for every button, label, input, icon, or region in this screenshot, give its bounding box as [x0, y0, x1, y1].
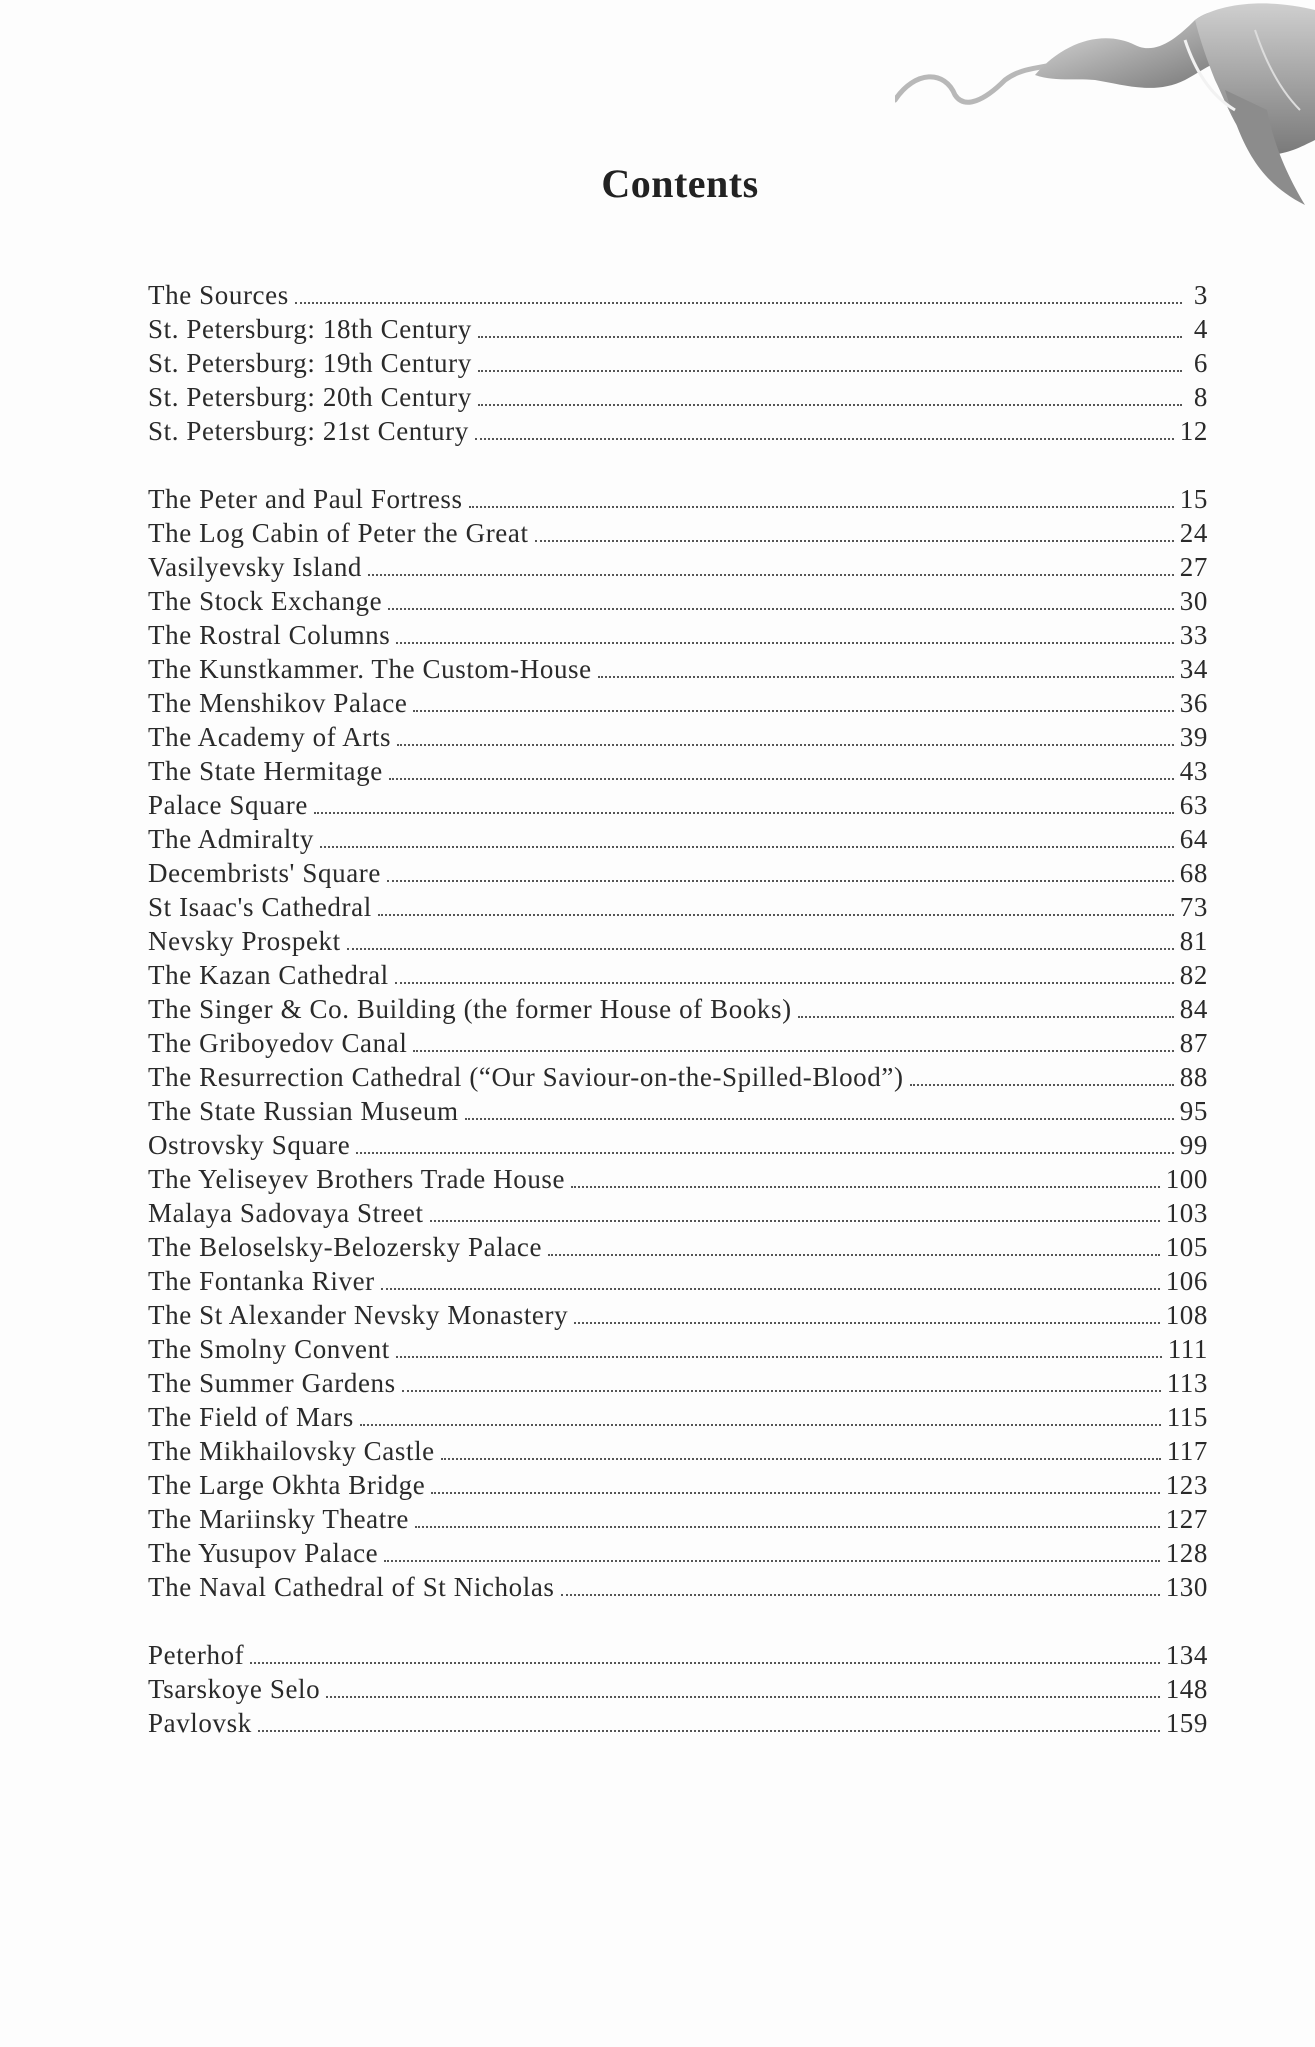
toc-entry[interactable] [148, 1162, 1208, 1196]
toc-group [148, 482, 1208, 1604]
toc-entry-page-number: 64 [1179, 824, 1208, 854]
toc-entry[interactable] [148, 278, 1208, 312]
toc-entry-page-number: 24 [1179, 518, 1208, 548]
toc-entry-page-number: 36 [1179, 688, 1208, 718]
toc-dot-leader [548, 1253, 1160, 1256]
toc-dot-leader [402, 1389, 1161, 1392]
toc-entry-title: The Rostral Columns [148, 620, 391, 650]
toc-entry-page-number: 12 [1179, 416, 1208, 446]
toc-entry-page-number: 99 [1179, 1130, 1208, 1160]
table-of-contents [148, 278, 1208, 1774]
toc-entry-title: The Mariinsky Theatre [148, 1504, 410, 1534]
toc-entry-page-number: 73 [1179, 892, 1208, 922]
toc-dot-leader [415, 1525, 1160, 1528]
toc-dot-leader [910, 1083, 1174, 1086]
toc-entry[interactable] [148, 822, 1208, 856]
toc-entry-page-number: 82 [1179, 960, 1208, 990]
toc-entry-page-number: 6 [1193, 348, 1208, 378]
toc-dot-leader [571, 1185, 1160, 1188]
toc-entry-page-number: 34 [1179, 654, 1208, 684]
toc-entry-page-number: 103 [1165, 1198, 1208, 1228]
toc-dot-leader [478, 369, 1182, 372]
toc-dot-leader [397, 743, 1174, 746]
toc-dot-leader [314, 811, 1174, 814]
toc-entry-title: The Griboyedov Canal [148, 1028, 408, 1058]
toc-entry-title: The Resurrection Cathedral (“Our Saviour-on-the-Spilled-Blood”) [148, 1062, 904, 1092]
toc-entry-title: Tsarskoye Selo [148, 1674, 321, 1704]
toc-dot-leader [431, 1491, 1159, 1494]
toc-entry[interactable] [148, 414, 1208, 448]
toc-entry[interactable] [148, 1434, 1208, 1468]
toc-entry-title: The Singer & Co. Building (the former House of Books) [148, 994, 792, 1024]
toc-entry-page-number: 30 [1179, 586, 1208, 616]
toc-entry-page-number: 3 [1193, 280, 1208, 310]
toc-entry-page-number: 134 [1165, 1640, 1208, 1670]
toc-entry-title: Peterhof [148, 1640, 245, 1670]
toc-entry-page-number: 33 [1179, 620, 1208, 650]
toc-entry-title: The Naval Cathedral of St Nicholas [148, 1572, 555, 1602]
toc-entry-title: The Field of Mars [148, 1402, 354, 1432]
toc-dot-leader [258, 1729, 1160, 1732]
toc-entry-page-number: 117 [1166, 1436, 1208, 1466]
toc-dot-leader [320, 845, 1174, 848]
toc-dot-leader [295, 301, 1182, 304]
toc-entry-page-number: 84 [1179, 994, 1208, 1024]
toc-dot-leader [413, 709, 1173, 712]
toc-entry[interactable] [148, 1230, 1208, 1264]
toc-entry-title: Pavlovsk [148, 1708, 252, 1738]
toc-entry-title: The Menshikov Palace [148, 688, 408, 718]
toc-entry-page-number: 15 [1179, 484, 1208, 514]
toc-entry-page-number: 88 [1179, 1062, 1208, 1092]
toc-entry-page-number: 95 [1179, 1096, 1208, 1126]
toc-entry-title: The Stock Exchange [148, 586, 383, 616]
toc-entry[interactable] [148, 1128, 1208, 1162]
toc-dot-leader [396, 1355, 1162, 1358]
toc-entry-title: Vasilyevsky Island [148, 552, 363, 582]
toc-entry-title: St. Petersburg: 21st Century [148, 416, 469, 446]
toc-entry[interactable] [148, 958, 1208, 992]
toc-dot-leader [384, 1559, 1159, 1562]
toc-entry[interactable] [148, 380, 1208, 414]
toc-entry[interactable] [148, 992, 1208, 1026]
toc-entry-title: Nevsky Prospekt [148, 926, 341, 956]
toc-entry-page-number: 113 [1166, 1368, 1208, 1398]
toc-entry-title: The Academy of Arts [148, 722, 392, 752]
toc-entry-title: The St Alexander Nevsky Monastery [148, 1300, 569, 1330]
toc-entry-page-number: 100 [1165, 1164, 1208, 1194]
toc-entry-title: The State Russian Museum [148, 1096, 459, 1126]
toc-entry-title: The Beloselsky-Belozersky Palace [148, 1232, 543, 1262]
toc-entry-title: The Smolny Convent [148, 1334, 390, 1364]
toc-entry[interactable] [148, 550, 1208, 584]
toc-entry-title: The Yeliseyev Brothers Trade House [148, 1164, 566, 1194]
toc-entry[interactable] [148, 890, 1208, 924]
toc-entry[interactable] [148, 1094, 1208, 1128]
toc-entry[interactable] [148, 1196, 1208, 1230]
toc-entry-title: Malaya Sadovaya Street [148, 1198, 424, 1228]
toc-entry[interactable] [148, 312, 1208, 346]
toc-entry-title: Decembrists' Square [148, 858, 381, 888]
toc-entry-page-number: 27 [1179, 552, 1208, 582]
toc-entry-title: The Kunstkammer. The Custom-House [148, 654, 592, 684]
toc-entry-title: Palace Square [148, 790, 308, 820]
toc-dot-leader [475, 437, 1174, 440]
toc-dot-leader [368, 573, 1174, 576]
toc-entry-page-number: 115 [1166, 1402, 1208, 1432]
toc-entry-title: The Sources [148, 280, 289, 310]
toc-entry-title: The Peter and Paul Fortress [148, 484, 463, 514]
toc-entry-page-number: 130 [1165, 1572, 1208, 1602]
page-title: Contents [601, 161, 759, 206]
toc-entry[interactable] [148, 346, 1208, 380]
toc-dot-leader [561, 1593, 1160, 1596]
toc-entry-title: The Kazan Cathedral [148, 960, 389, 990]
toc-entry-title: Ostrovsky Square [148, 1130, 351, 1160]
toc-entry-title: St. Petersburg: 20th Century [148, 382, 472, 412]
toc-entry-title: The Mikhailovsky Castle [148, 1436, 435, 1466]
toc-entry[interactable] [148, 1706, 1208, 1740]
toc-entry[interactable] [148, 1468, 1208, 1502]
toc-entry-title: The Yusupov Palace [148, 1538, 379, 1568]
toc-dot-leader [469, 505, 1174, 508]
toc-dot-leader [395, 981, 1174, 984]
toc-entry-title: St Isaac's Cathedral [148, 892, 372, 922]
toc-dot-leader [388, 607, 1174, 610]
toc-entry-title: The State Hermitage [148, 756, 383, 786]
toc-entry-page-number: 148 [1165, 1674, 1208, 1704]
toc-entry[interactable] [148, 1672, 1208, 1706]
toc-entry-title: St. Petersburg: 18th Century [148, 314, 472, 344]
toc-entry-page-number: 8 [1193, 382, 1208, 412]
toc-entry[interactable] [148, 856, 1208, 890]
toc-dot-leader [413, 1049, 1173, 1052]
toc-entry-page-number: 106 [1165, 1266, 1208, 1296]
toc-entry[interactable] [148, 1298, 1208, 1332]
toc-dot-leader [326, 1695, 1159, 1698]
toc-entry-page-number: 123 [1165, 1470, 1208, 1500]
toc-entry[interactable] [148, 1638, 1208, 1672]
toc-entry-page-number: 81 [1179, 926, 1208, 956]
toc-dot-leader [441, 1457, 1161, 1460]
toc-entry[interactable] [148, 788, 1208, 822]
toc-dot-leader [478, 335, 1182, 338]
toc-entry[interactable] [148, 720, 1208, 754]
toc-entry[interactable] [148, 1366, 1208, 1400]
toc-entry-page-number: 63 [1179, 790, 1208, 820]
toc-dot-leader [574, 1321, 1159, 1324]
toc-entry-title: St. Petersburg: 19th Century [148, 348, 472, 378]
toc-dot-leader [360, 1423, 1161, 1426]
toc-entry[interactable] [148, 1502, 1208, 1536]
toc-dot-leader [478, 403, 1182, 406]
toc-entry[interactable] [148, 1060, 1208, 1094]
toc-entry[interactable] [148, 754, 1208, 788]
toc-dot-leader [356, 1151, 1173, 1154]
toc-entry[interactable] [148, 1026, 1208, 1060]
toc-entry[interactable] [148, 584, 1208, 618]
toc-entry[interactable] [148, 1570, 1208, 1604]
toc-entry-title: The Admiralty [148, 824, 315, 854]
toc-dot-leader [250, 1661, 1159, 1664]
toc-entry-title: The Log Cabin of Peter the Great [148, 518, 529, 548]
toc-entry-page-number: 39 [1179, 722, 1208, 752]
toc-dot-leader [798, 1015, 1174, 1018]
toc-entry[interactable] [148, 1264, 1208, 1298]
toc-entry-title: The Fontanka River [148, 1266, 375, 1296]
toc-entry-title: The Summer Gardens [148, 1368, 396, 1398]
toc-entry[interactable] [148, 618, 1208, 652]
toc-dot-leader [381, 1287, 1160, 1290]
toc-entry[interactable] [148, 482, 1208, 516]
toc-entry-page-number: 111 [1167, 1334, 1208, 1364]
toc-entry-page-number: 43 [1179, 756, 1208, 786]
toc-entry[interactable] [148, 1332, 1208, 1366]
toc-entry-page-number: 159 [1165, 1708, 1208, 1738]
toc-dot-leader [430, 1219, 1160, 1222]
toc-entry-page-number: 108 [1165, 1300, 1208, 1330]
toc-entry-page-number: 128 [1165, 1538, 1208, 1568]
toc-entry[interactable] [148, 1400, 1208, 1434]
toc-entry[interactable] [148, 686, 1208, 720]
toc-entry-title: The Large Okhta Bridge [148, 1470, 426, 1500]
toc-entry[interactable] [148, 516, 1208, 550]
toc-dot-leader [387, 879, 1174, 882]
toc-entry-page-number: 68 [1179, 858, 1208, 888]
toc-group [148, 1638, 1208, 1740]
toc-dot-leader [396, 641, 1173, 644]
toc-dot-leader [378, 913, 1174, 916]
toc-dot-leader [465, 1117, 1174, 1120]
toc-entry-page-number: 87 [1179, 1028, 1208, 1058]
toc-dot-leader [347, 947, 1174, 950]
toc-dot-leader [389, 777, 1174, 780]
toc-entry-page-number: 4 [1193, 314, 1208, 344]
toc-entry-page-number: 127 [1165, 1504, 1208, 1534]
toc-dot-leader [535, 539, 1174, 542]
toc-entry[interactable] [148, 1536, 1208, 1570]
toc-entry[interactable] [148, 924, 1208, 958]
toc-group [148, 278, 1208, 448]
toc-entry-page-number: 105 [1165, 1232, 1208, 1262]
toc-dot-leader [598, 675, 1174, 678]
toc-entry[interactable] [148, 652, 1208, 686]
